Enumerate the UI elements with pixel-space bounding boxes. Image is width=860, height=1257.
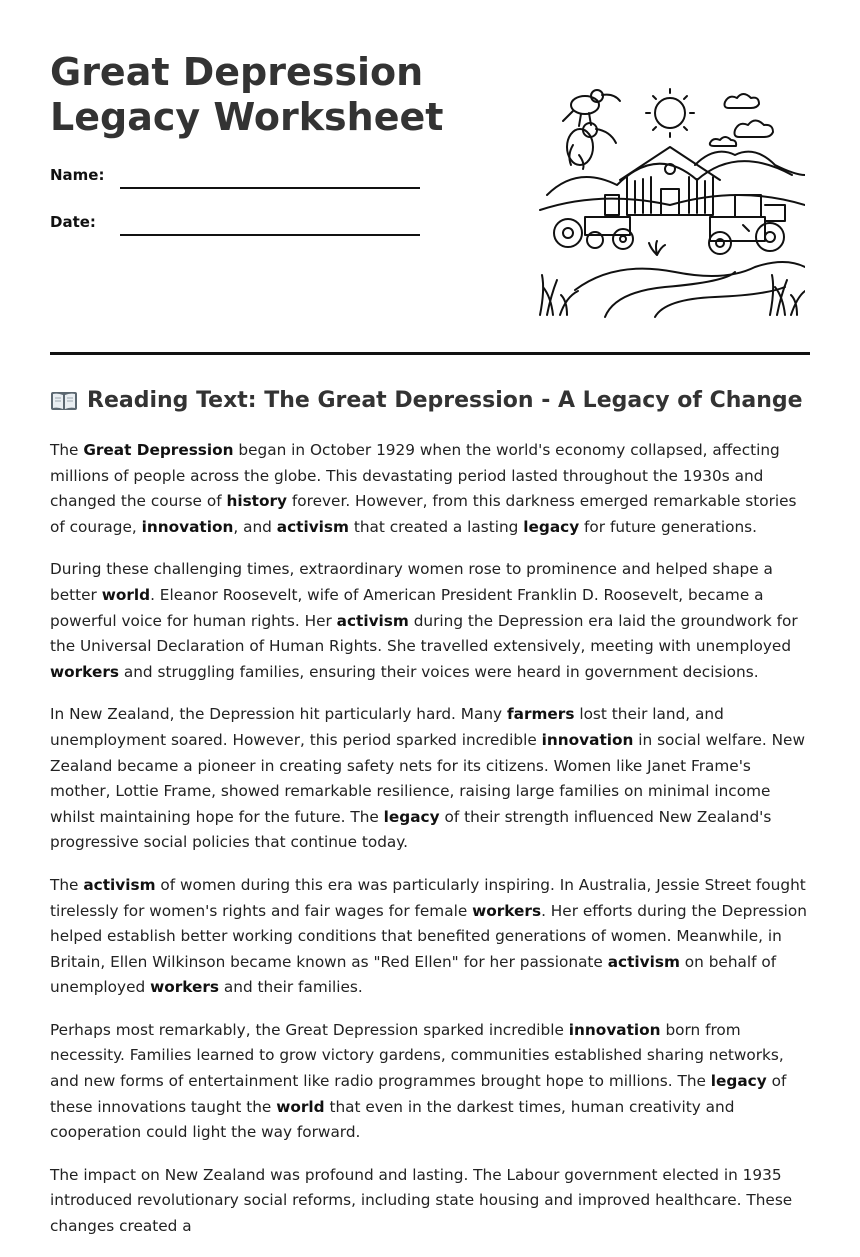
text-run: of their strength influenced New Zealand's progressive social policies that continue today.: [50, 807, 772, 852]
key-term: innovation: [141, 517, 234, 536]
open-book-icon: [50, 390, 78, 412]
reading-paragraph: [50, 557, 812, 685]
key-term: activism: [607, 952, 680, 971]
text-run: During these challenging times, extraordinary women rose to prominence and helped shape a better: [50, 560, 773, 604]
bird-icon: [563, 90, 620, 126]
bird-icon: [567, 123, 616, 169]
key-term: workers: [150, 978, 220, 997]
reading-section-title: Reading Text: The Great Depression - A Legacy of Change: [87, 388, 803, 413]
text-run: The: [50, 875, 84, 894]
key-term: innovation: [541, 730, 634, 749]
key-term: legacy: [710, 1072, 767, 1091]
key-term: Great Depression: [83, 441, 234, 459]
text-run: The impact on New Zealand was profound and lasting. The Labour government elected in 1935 introduced revolutionary social reforms, including state housing and improved healthcare. These changes created a: [50, 1165, 793, 1236]
worksheet-header: [50, 0, 810, 355]
date-label: Date:: [50, 213, 96, 231]
text-run: on behalf of unemployed: [50, 952, 777, 997]
text-run: of women during this era was particularly inspiring. In Australia, Jessie Street fought tirelessly for women's rights and fair wages for female: [50, 875, 806, 920]
sun-icon: [646, 89, 694, 137]
key-term: workers: [50, 662, 119, 681]
text-run: . Her efforts during the Depression helped establish better working conditions that benefited generations of women. Meanwhile, in Britain, Ellen Wilkinson became known as "Red Ellen" for her passionate: [50, 901, 807, 971]
text-run: . Eleanor Roosevelt, wife of American President Franklin D. Roosevelt, became a powerful voice for human rights. Her: [50, 585, 764, 630]
text-run: forever. However, from this darkness emerged remarkable stories of courage,: [50, 492, 797, 536]
worksheet-title: Great Depression Legacy Worksheet: [50, 50, 444, 139]
key-term: world: [101, 585, 151, 604]
reading-paragraph: [50, 702, 812, 856]
key-term: legacy: [383, 807, 440, 826]
name-label: Name:: [50, 166, 105, 184]
key-term: workers: [472, 901, 542, 920]
text-run: born from necessity. Families learned to grow victory gardens, communities established sharing networks, and new forms of entertainment like radio programmes brought hope to millions. The: [50, 1020, 784, 1091]
name-field[interactable]: [120, 187, 420, 189]
text-run: that created a lasting: [348, 517, 524, 536]
text-run: during the Depression era laid the groundwork for the Universal Declaration of Human Rights. She travelled extensively, meeting with unemployed: [50, 611, 798, 656]
text-run: Perhaps most remarkably, the Great Depression sparked incredible: [50, 1020, 569, 1039]
text-run: in social welfare. New Zealand became a pioneer in creating safety nets for its citizens. Women like Janet Frame's mother, Lottie Frame, showed remarkable resilience, raising large families on minimal income whilst maintaining hope for the future. The: [50, 730, 805, 826]
key-term: innovation: [568, 1020, 661, 1039]
key-term: world: [276, 1097, 325, 1116]
reading-paragraph: [50, 438, 812, 540]
key-term: activism: [276, 517, 349, 536]
text-run: that even in the darkest times, human creativity and cooperation could light the way forward.: [50, 1097, 735, 1142]
key-term: activism: [83, 875, 156, 894]
key-term: history: [226, 492, 288, 511]
text-run: lost their land, and unemployment soared. However, this period sparked incredible: [50, 705, 724, 749]
key-term: farmers: [506, 705, 575, 724]
text-run: of these innovations taught the: [50, 1072, 787, 1116]
date-field[interactable]: [120, 234, 420, 236]
reading-paragraph: [50, 1163, 812, 1240]
text-run: and their families.: [219, 978, 363, 997]
reading-paragraph: [50, 1018, 812, 1146]
worksheet-page: [50, 0, 810, 1236]
tractor-icon: [709, 195, 785, 254]
text-run: and struggling families, ensuring their voices were heard in government decisions.: [118, 662, 759, 681]
farm-scene-illustration: [535, 85, 805, 320]
key-term: activism: [336, 611, 409, 630]
text-run: The: [50, 441, 84, 459]
text-run: , and: [233, 517, 277, 536]
reading-text: [50, 438, 812, 1257]
reading-paragraph: [50, 873, 812, 1001]
text-run: In New Zealand, the Depression hit particularly hard. Many: [50, 705, 507, 724]
text-run: began in October 1929 when the world's economy collapsed, affecting millions of people across the globe. This devastating period lasted throughout the 1930s and changed the course of: [50, 441, 780, 511]
reading-section-heading: [50, 388, 803, 413]
key-term: legacy: [523, 517, 580, 536]
text-run: for future generations.: [579, 517, 757, 536]
